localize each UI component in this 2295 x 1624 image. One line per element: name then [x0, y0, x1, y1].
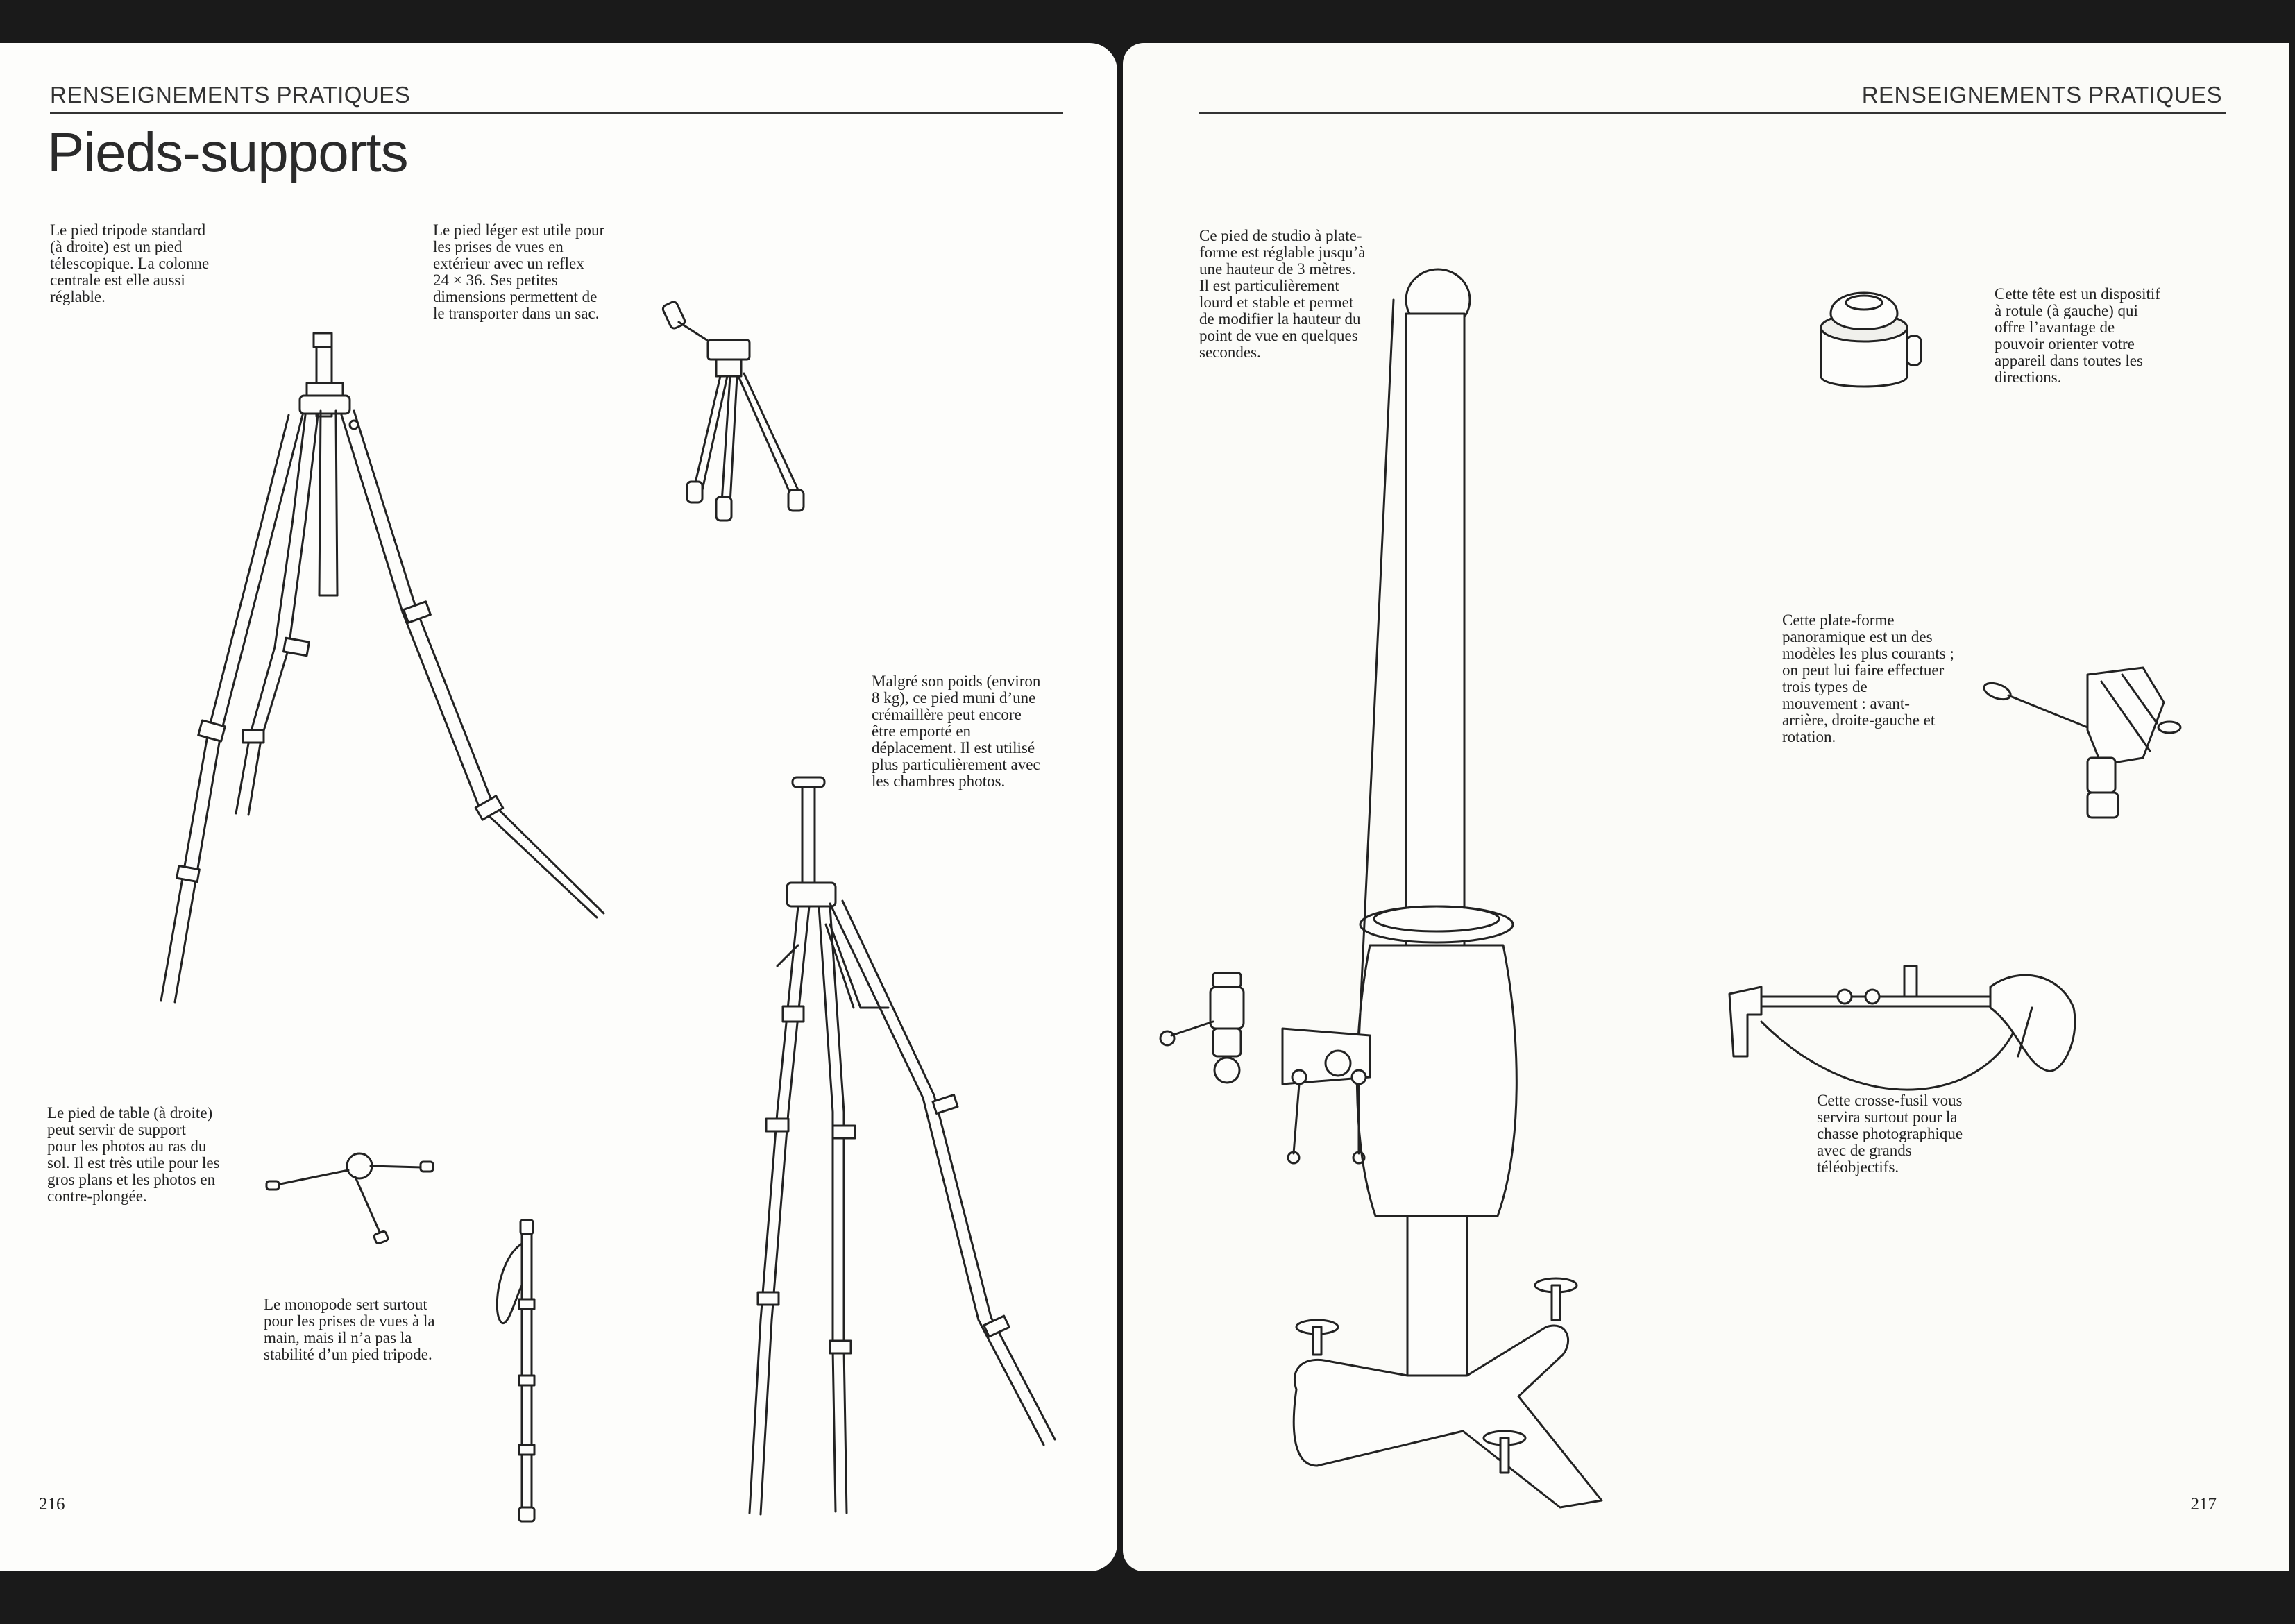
pan-head-illustration	[1983, 654, 2185, 827]
monopod-illustration	[479, 1216, 555, 1528]
caption-pan-head: Cette plate-forme panoramique est un des modèles les plus courants ; on peut lui faire effectuer trois types de mouvement : avant- arrière, droite-gauche et rotation.	[1782, 611, 1954, 745]
gunstock-illustration	[1727, 938, 2115, 1147]
light-tripod-illustration	[652, 294, 833, 544]
standard-tripod-illustration	[111, 279, 638, 1015]
caption-studio-stand: Ce pied de studio à plate- forme est réglable jusqu’à une hauteur de 3 mètres. Il est particulièrement lourd et stable et permet de modifier la hauteur du point de vue en quelques secondes.	[1199, 227, 1366, 361]
caption-tripod-heavy: Malgré son poids (environ 8 kg), ce pied muni d’une crémaillère peut encore être emporté en déplacement. Il est utilisé plus particulièrement avec les chambres photos.	[872, 673, 1041, 790]
caption-tripod-standard: Le pied tripode standard (à droite) est un pied télescopique. La colonne centrale est elle aussi réglable.	[50, 221, 210, 305]
caption-gunstock: Cette crosse-fusil vous servira surtout pour la chasse photographique avec de grands téléobjectifs.	[1817, 1092, 1963, 1176]
page-number: 217	[2190, 1495, 2217, 1514]
caption-ball-head: Cette tête est un dispositif à rotule (à gauche) qui offre l’avantage de pouvoir orienter votre appareil dans toutes les directions.	[1995, 285, 2160, 386]
page-title: Pieds-supports	[47, 121, 408, 183]
header-rule	[50, 112, 1063, 114]
running-header: RENSEIGNEMENTS PRATIQUES	[50, 82, 411, 108]
studio-stand-illustration	[1255, 258, 1629, 1494]
caption-tripod-light: Le pied léger est utile pour les prises de vues en extérieur avec un reflex 24 × 36. Ses petites dimensions permettent de le transporter dans un sac.	[433, 221, 605, 322]
left-page	[0, 43, 1117, 1571]
header-rule	[1199, 112, 2226, 114]
caption-table-tripod: Le pied de table (à droite) peut servir de support pour les photos au ras du sol. Il est très utile pour les gros plans et les photos en contre-plongée.	[47, 1104, 220, 1205]
right-page	[1123, 43, 2289, 1571]
caption-monopod: Le monopode sert surtout pour les prises de vues à la main, mais il n’a pas la stabilité d’un pied tripode.	[264, 1296, 435, 1363]
running-header: RENSEIGNEMENTS PRATIQUES	[1861, 82, 2222, 108]
table-tripod-illustration	[264, 1140, 437, 1258]
ball-head-illustration	[1817, 272, 1956, 411]
heavy-tripod-illustration	[694, 765, 1069, 1521]
page-number: 216	[39, 1495, 65, 1514]
